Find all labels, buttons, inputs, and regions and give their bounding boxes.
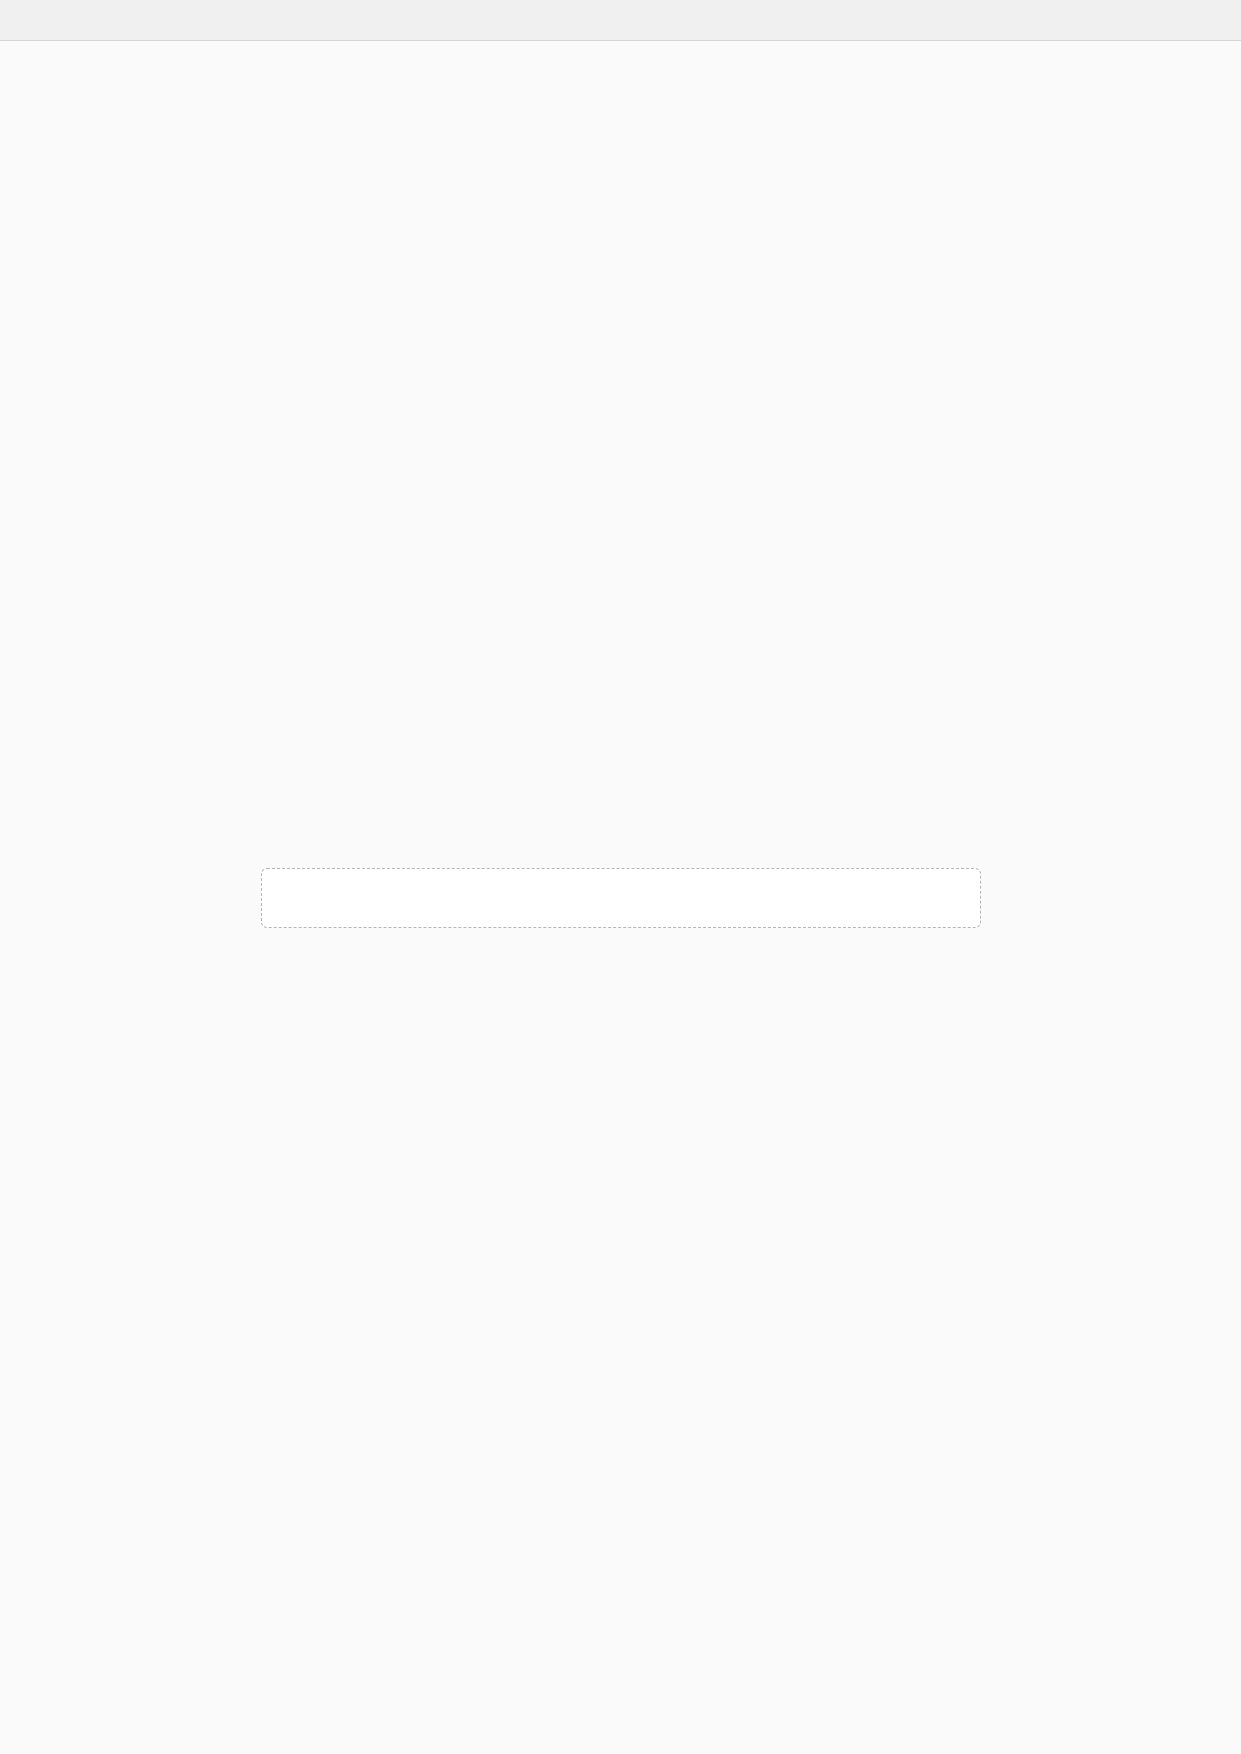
main-content [0, 41, 1241, 1754]
title-bar [0, 0, 1241, 41]
missing-image-notice [261, 868, 981, 928]
